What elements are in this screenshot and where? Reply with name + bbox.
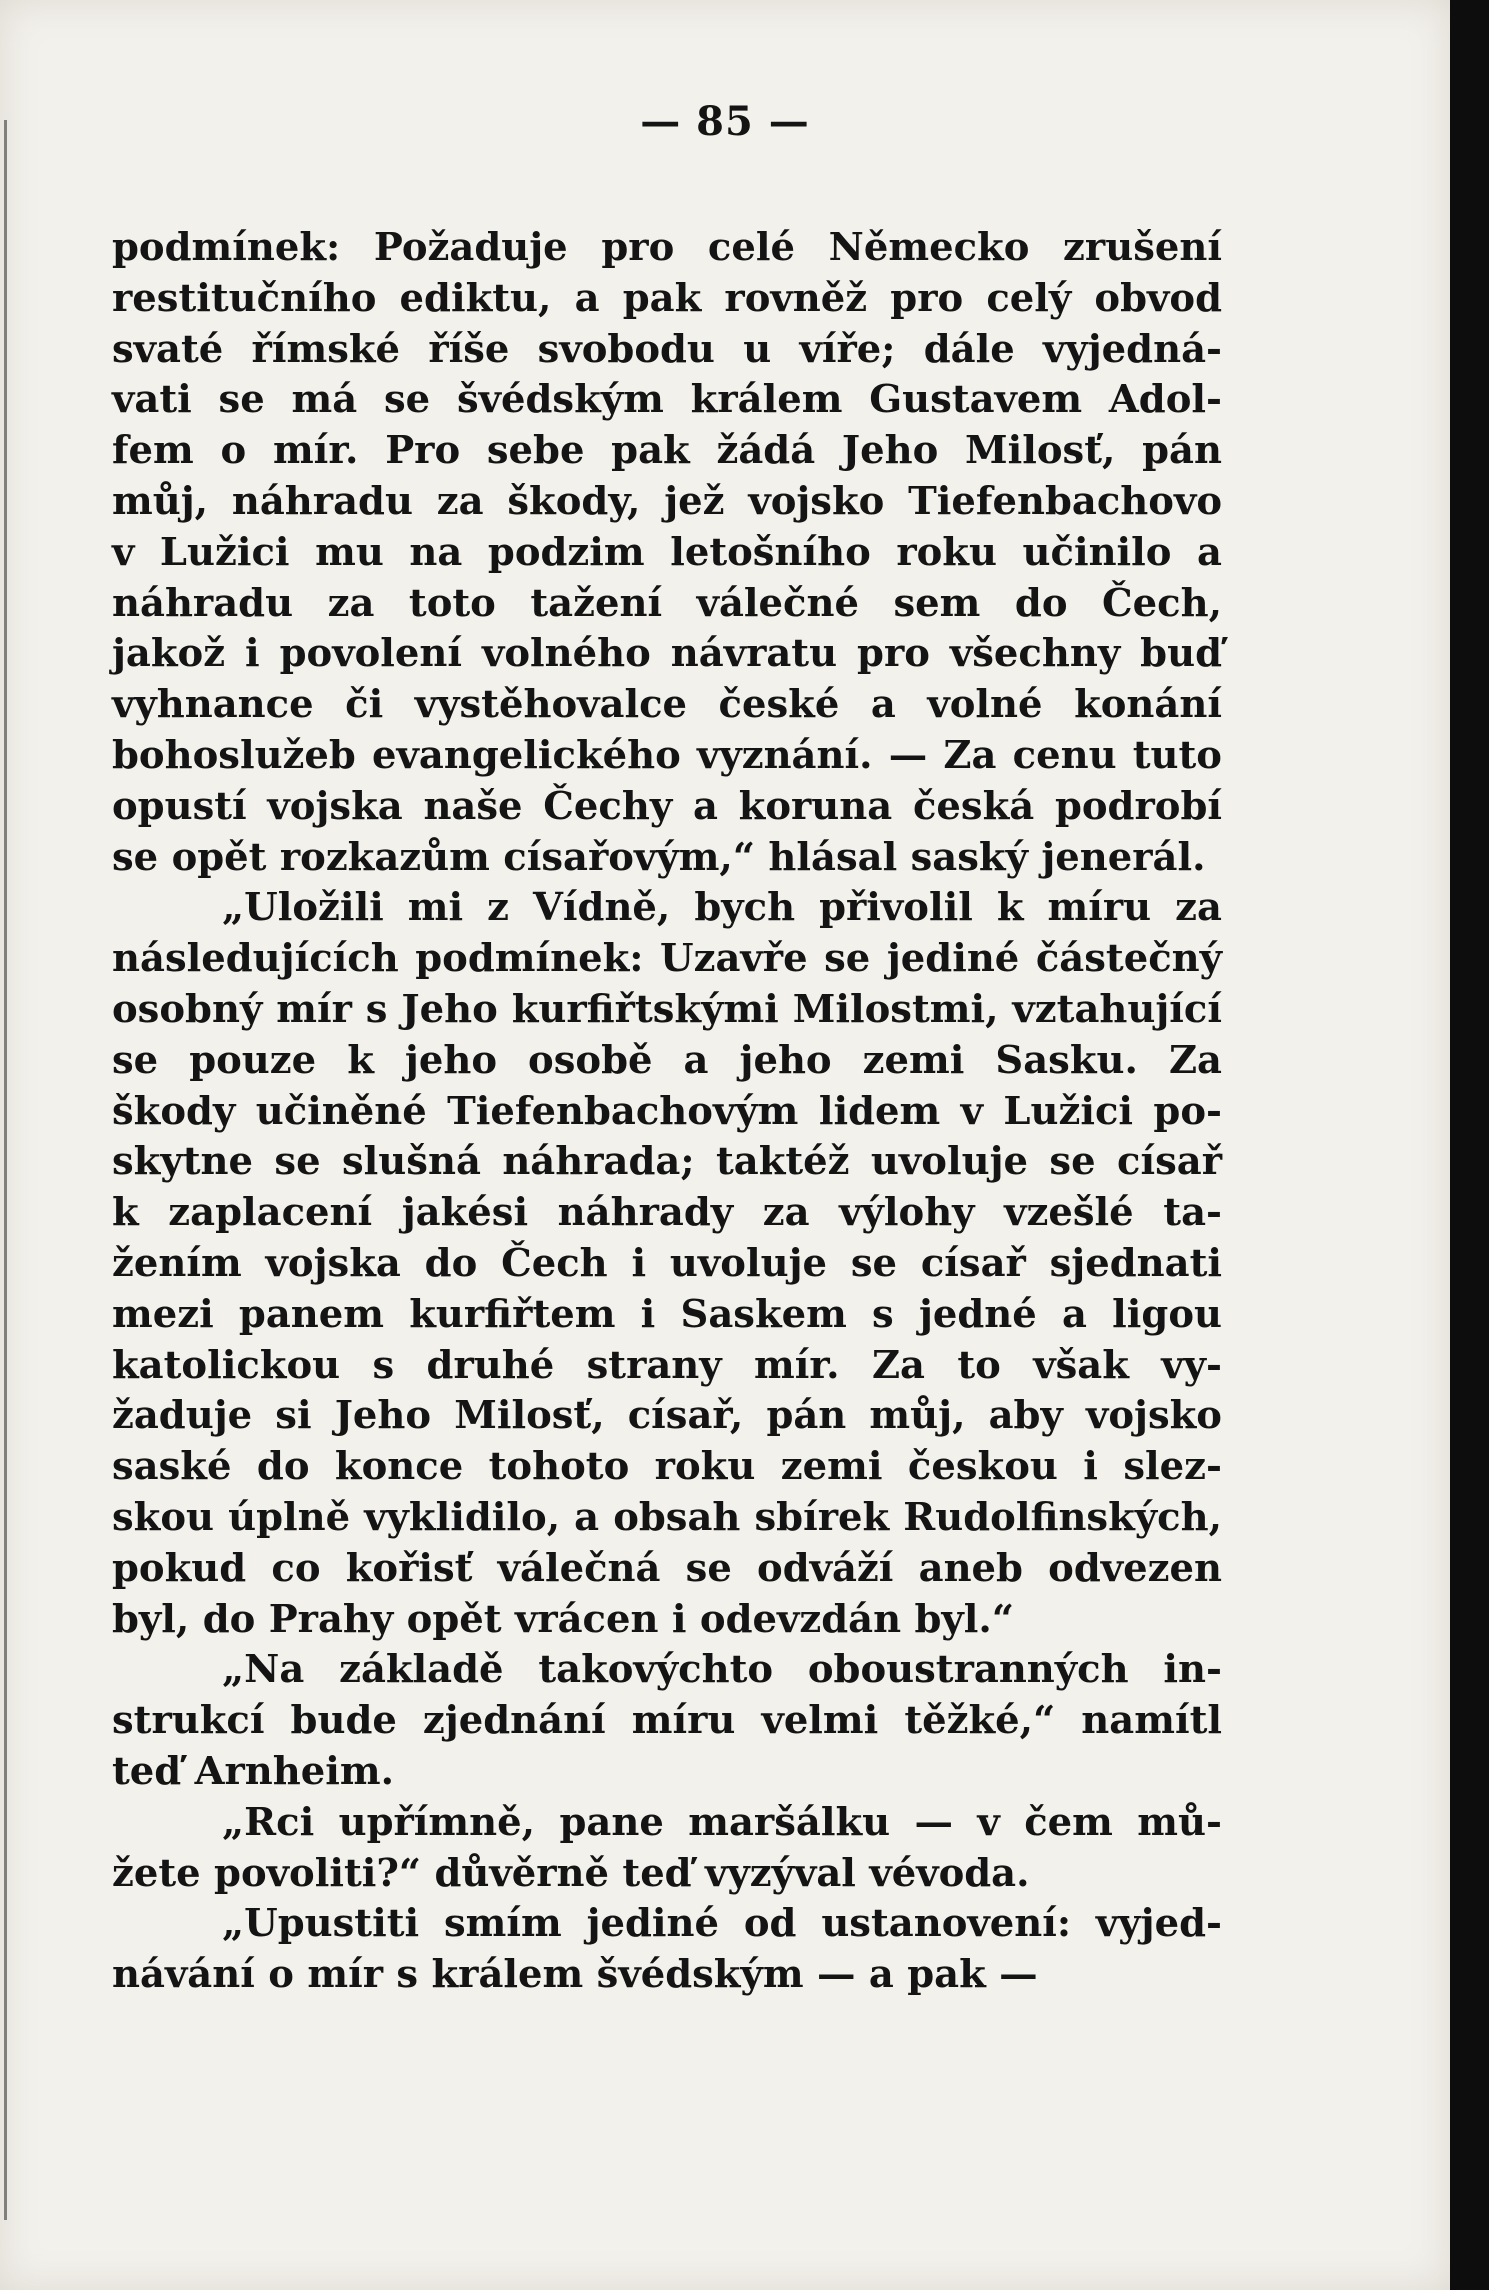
text-line: mezi panem kurfiřtem i Saskem s jedné a ligou — [112, 1291, 1222, 1337]
text-line: náhradu za toto tažení válečné sem do Čech, — [112, 580, 1222, 626]
text-line: saské do konce tohoto roku zemi českou i slez- — [112, 1444, 1222, 1490]
text-line: byl, do Prahy opět vrácen i odevzdán byl.“ — [112, 1596, 1014, 1642]
text-line: následujících podmínek: Uzavře se jediné částečný — [112, 936, 1222, 982]
text-line: „Upustiti smím jediné od ustanovení: vyjed- — [222, 1901, 1222, 1947]
text-line: se pouze k jeho osobě a jeho zemi Sasku. Za — [112, 1037, 1222, 1083]
text-line: strukcí bude zjednání míru velmi těžké,“ namítl — [112, 1698, 1222, 1744]
text-line: jakož i povolení volného návratu pro všechny buď — [112, 631, 1222, 677]
text-line: katolickou s druhé strany mír. Za to však vy- — [112, 1342, 1222, 1388]
text-line: restitučního ediktu, a pak rovněž pro celý obvod — [112, 275, 1222, 321]
text-line: „Na základě takovýchto oboustranných in- — [222, 1647, 1222, 1693]
text-line: skou úplně vyklidilo, a obsah sbírek Rudolfinských, — [112, 1494, 1222, 1540]
text-line: se opět rozkazům císařovým,“ hlásal saský jenerál. — [112, 834, 1206, 880]
text-line: bohoslužeb evangelického vyznání. — Za cenu tuto — [112, 732, 1222, 778]
text-line: osobný mír s Jeho kurfiřtskými Milostmi, vztahující — [112, 986, 1222, 1032]
paragraph — [112, 223, 1222, 883]
paragraph — [112, 1798, 1222, 1900]
paragraph — [112, 1645, 1222, 1797]
text-line: vati se má se švédským králem Gustavem Adol- — [112, 377, 1222, 423]
text-line: podmínek: Požaduje pro celé Německo zrušení — [112, 225, 1222, 270]
scan-border — [1450, 0, 1489, 2290]
paragraph — [112, 883, 1222, 1645]
paragraph — [112, 1899, 1222, 2001]
page-number: — 85 — — [640, 98, 810, 145]
text-line: pokud co kořisť válečná se odváží aneb odvezen — [112, 1545, 1222, 1591]
text-line: svaté římské říše svobodu u víře; dále vyjedná- — [112, 326, 1222, 372]
text-line: opustí vojska naše Čechy a koruna česká podrobí — [112, 783, 1222, 829]
text-line: vyhnance či vystěhovalce české a volné konání — [112, 682, 1222, 728]
text-line: „Uložili mi z Vídně, bych přivolil k míru za — [222, 885, 1222, 931]
body-text — [112, 223, 1222, 2001]
text-line: návání o mír s králem švédským — a pak — — [112, 1952, 1038, 1998]
text-line: fem o mír. Pro sebe pak žádá Jeho Milosť, pán — [112, 428, 1222, 474]
text-line: můj, náhradu za škody, jež vojsko Tiefenbachovo — [112, 478, 1222, 524]
text-line: žením vojska do Čech i uvoluje se císař sjednati — [112, 1240, 1222, 1286]
text-line: žete povoliti?“ důvěrně teď vyzýval vévoda. — [112, 1850, 1030, 1896]
text-line: k zaplacení jakési náhrady za výlohy vzešlé ta- — [112, 1190, 1222, 1236]
text-line: skytne se slušná náhrada; taktéž uvoluje se císař — [112, 1139, 1222, 1185]
text-line: v Lužici mu na podzim letošního roku učinilo a — [112, 529, 1222, 575]
text-line: teď Arnheim. — [112, 1748, 395, 1794]
page-edge-shadow — [4, 120, 7, 2220]
text-line: „Rci upřímně, pane maršálku — v čem mů- — [222, 1799, 1222, 1845]
text-line: žaduje si Jeho Milosť, císař, pán můj, aby vojsko — [112, 1393, 1222, 1439]
text-line: škody učiněné Tiefenbachovým lidem v Lužici po- — [112, 1088, 1222, 1134]
